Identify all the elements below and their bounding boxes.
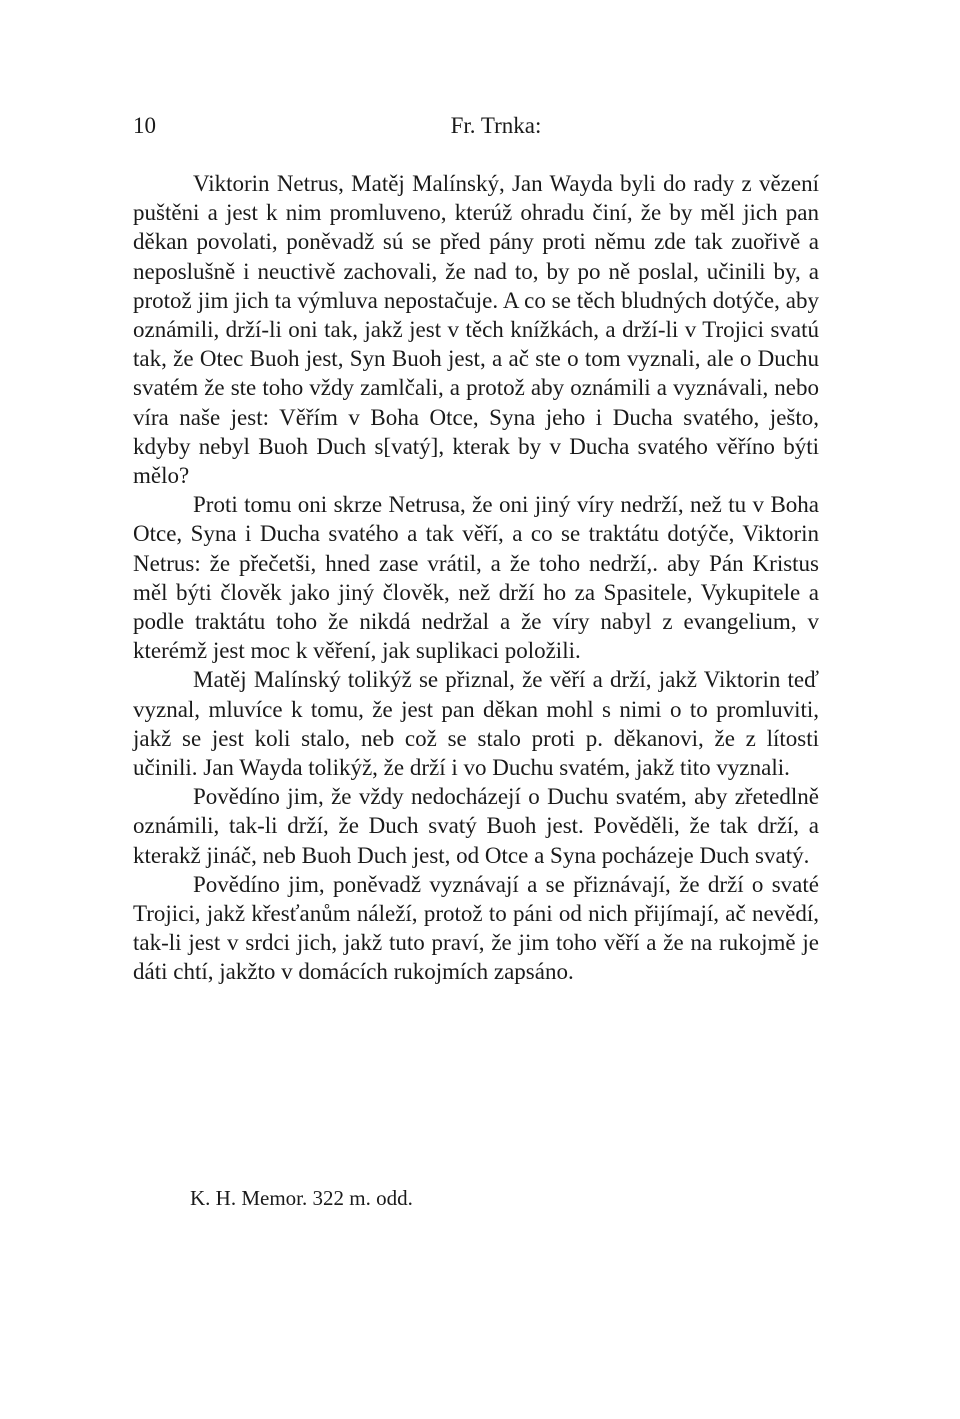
running-title: Fr. Trnka:	[450, 113, 542, 138]
paragraph: Viktorin Netrus, Matěj Malínský, Jan Wayda byli do rady z vězení puštěni a jest k nim promluveno, kterúž ohradu činí, že by měl jich pan děkan povolati, poněvadž sú se před pány proti němu zde tak zuořivě a neposlušně i neuctivě zachovali, že nad to, by po ně poslal, učinili by, a protož jim jich ta výmluva nepostačuje. A co se těch bludných dotýče, aby oznámili, drží-li oni tak, jakž jest v těch knížkách, a drží-li v Trojici svatú tak, že Otec Buoh jest, Syn Buoh jest, a ač ste o tom vyznali, ale o Duchu svatém že ste toho vždy zamlčali, a protož aby oznámili a vyznávali, nebo víra naše jest: Věřím v Boha Otce, Syna jeho i Ducha svatého, ješto, kdyby nebyl Buoh Duch s[vatý], kterak by v Ducha svatého věříno býti mělo?	[133, 171, 819, 489]
body-text	[133, 169, 819, 987]
paragraph: Matěj Malínský tolikýž se přiznal, že věří a drží, jakž Viktorin teď vyznal, mluvíce k tomu, že jest pan děkan mohl s nimi o to promluviti, jakž se jest koli stalo, neb což se stalo proti p. děkanovi, že z lítosti učinili. Jan Wayda tolikýž, že drží i vo Duchu svatém, jakž tito vyznali.	[133, 667, 819, 781]
running-head	[133, 110, 819, 142]
paragraph: Proti tomu oni skrze Netrusa, že oni jiný víry nedrží, než tu v Boha Otce, Syna i Ducha svatého a tak věří, a co se traktátu dotýče, Viktorin Netrus: že přečetši, hned zase vrátil, a že toho nedrží,. aby Pán Kristus měl býti člověk jako jiný člověk, než drží ho za Spasitele, Vykupitele a podle traktátu toho že nikdá nedržal a že víry nabyl z evangelium, v kterémž jest moc k věření, jak suplikaci položili.	[133, 492, 819, 664]
paragraph: Povědíno jim, poněvadž vyznávají a se přiznávají, že drží o svaté Trojici, jakž křesťanům náleží, protož to páni od nich přijímají, ač nevědí, tak-li jest v srdci jich, jakž tuto praví, že jim toho věří a že na rukojmě je dáti chtí, jakžto v domácích rukojmích zapsáno.	[133, 871, 819, 985]
page-number: 10	[133, 113, 156, 138]
source-note: K. H. Memor. 322 m. odd.	[190, 1186, 413, 1210]
paragraph: Povědíno jim, že vždy nedocházejí o Duchu svatém, aby zřetedlně oznámili, tak-li drží, že Duch svatý Buoh jest. Pověděli, že tak drží, a kterakž jináč, neb Buoh Duch jest, od Otce a Syna pocházeje Duch svatý.	[133, 784, 819, 868]
